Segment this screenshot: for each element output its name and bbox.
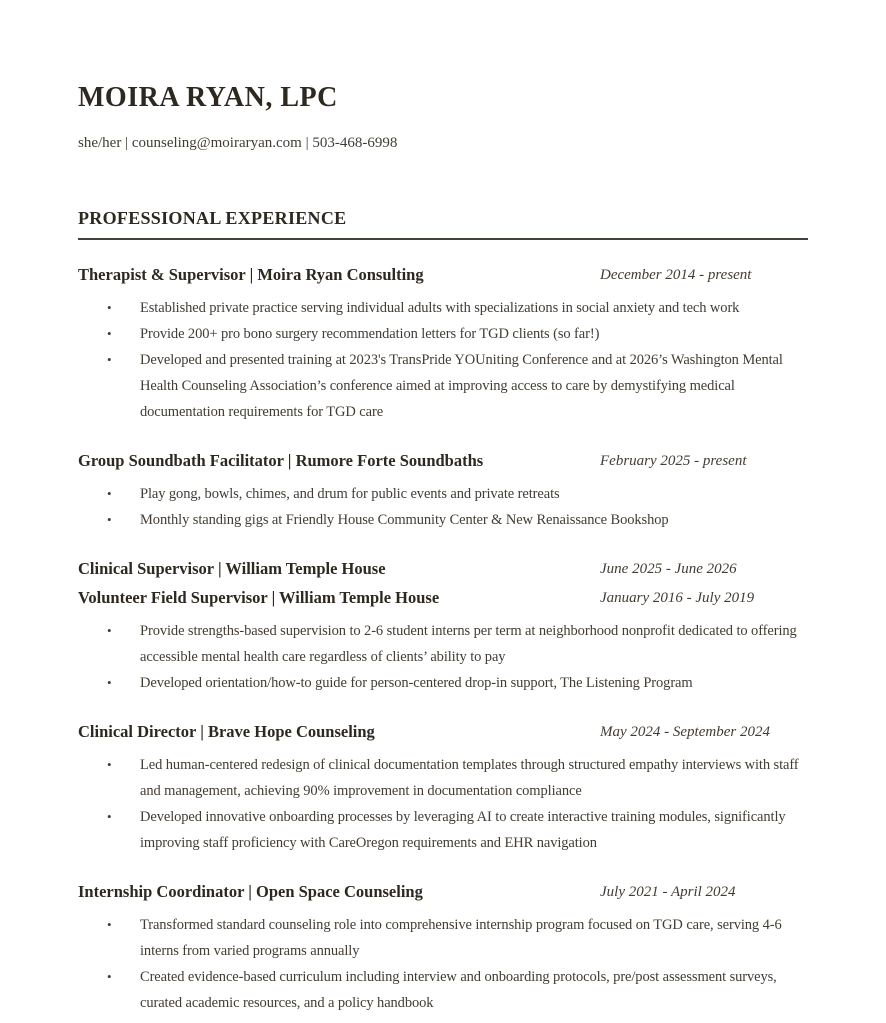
- job-title: Volunteer Field Supervisor | William Temple House: [78, 588, 440, 607]
- job-date: February 2025 - present: [600, 453, 747, 469]
- bullet-item: • Developed innovative onboarding processes by leveraging AI to create interactive training modules, significantly improving staff proficiency with CareOregon requirements and EHR navigation: [78, 804, 808, 856]
- job-role-row: [78, 555, 808, 584]
- job-entry-moira-ryan-consulting: [78, 261, 808, 425]
- job-date: July 2021 - April 2024: [600, 884, 736, 900]
- bullet-item: • Provide 200+ pro bono surgery recommendation letters for TGD clients (so far!): [78, 321, 808, 347]
- job-role-row: [78, 261, 808, 290]
- bullet-item: • Created evidence-based curriculum including interview and onboarding protocols, pre/post assessment surveys, curated academic resources, and a policy handbook: [78, 964, 808, 1016]
- section-divider: [78, 238, 808, 240]
- person-name: MOIRA RYAN, LPC: [78, 82, 338, 113]
- bullet-item: • Monthly standing gigs at Friendly House Community Center & New Renaissance Bookshop: [78, 507, 808, 533]
- job-role-row: [78, 584, 808, 613]
- job-bullet-list: [78, 752, 808, 856]
- job-title: Group Soundbath Facilitator | Rumore Forte Soundbaths: [78, 451, 484, 470]
- job-title: Clinical Director | Brave Hope Counseling: [78, 722, 375, 741]
- job-title: Therapist & Supervisor | Moira Ryan Consulting: [78, 265, 424, 284]
- contact-line: she/her | counseling@moiraryan.com | 503-468-6998: [78, 135, 398, 151]
- bullet-item: • Developed and presented training at 2023's TransPride YOUniting Conference and at 2026’s Washington Mental Health Counseling Association’s conference aimed at improving access to care by demystifying medical documentation requirements for TGD care: [78, 347, 808, 425]
- job-role-row: [78, 878, 808, 907]
- job-bullet-list: [78, 912, 808, 1016]
- bullet-item: • Developed orientation/how-to guide for person-centered drop-in support, The Listening Program: [78, 670, 808, 696]
- job-bullet-list: [78, 295, 808, 425]
- job-role-row: [78, 718, 808, 747]
- job-date: January 2016 - July 2019: [600, 590, 755, 606]
- bullet-item: • Led human-centered redesign of clinical documentation templates through structured empathy interviews with staff and management, achieving 90% improvement in documentation compliance: [78, 752, 808, 804]
- job-date: June 2025 - June 2026: [600, 561, 737, 577]
- job-date: December 2014 - present: [600, 267, 752, 283]
- bullet-item: • Play gong, bowls, chimes, and drum for public events and private retreats: [78, 481, 808, 507]
- job-bullet-list: [78, 481, 808, 533]
- bullet-item: • Established private practice serving individual adults with specializations in social anxiety and tech work: [78, 295, 808, 321]
- job-entry-rumore-forte-soundbaths: [78, 447, 808, 533]
- section-title-professional-experience: PROFESSIONAL EXPERIENCE: [78, 208, 347, 228]
- resume-header: [78, 84, 808, 153]
- job-entry-brave-hope-counseling: [78, 718, 808, 856]
- job-entry-william-temple-house: [78, 555, 808, 696]
- bullet-item: • Provide strengths-based supervision to 2-6 student interns per term at neighborhood nonprofit dedicated to offering accessible mental health care regardless of clients’ ability to pay: [78, 618, 808, 670]
- job-bullet-list: [78, 618, 808, 696]
- job-title: Clinical Supervisor | William Temple House: [78, 559, 386, 578]
- job-date: May 2024 - September 2024: [600, 724, 770, 740]
- job-entry-open-space-counseling: [78, 878, 808, 1016]
- job-role-row: [78, 447, 808, 476]
- job-title: Internship Coordinator | Open Space Counseling: [78, 882, 423, 901]
- bullet-item: • Transformed standard counseling role into comprehensive internship program focused on TGD care, serving 4-6 interns from varied programs annually: [78, 912, 808, 964]
